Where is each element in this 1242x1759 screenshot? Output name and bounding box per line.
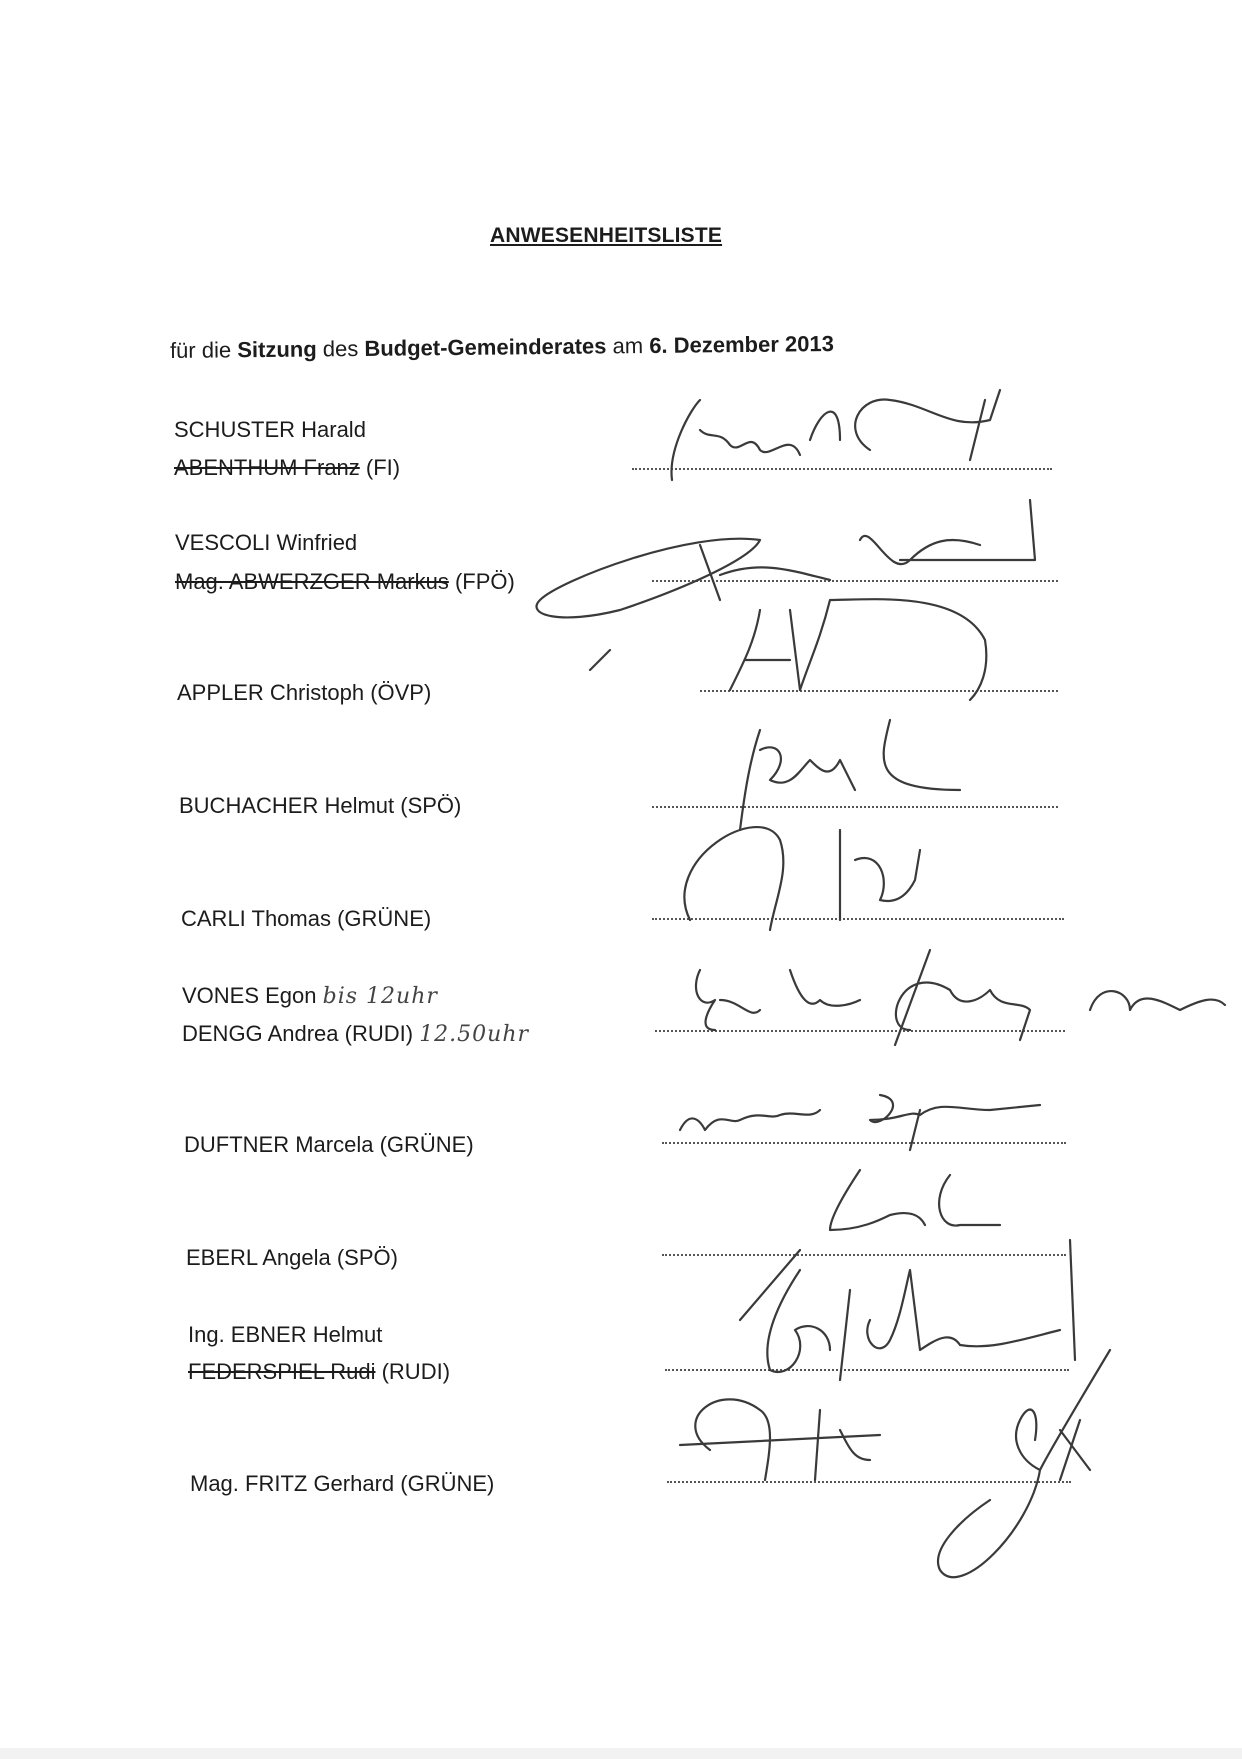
signature-eberl — [740, 1170, 1075, 1360]
member-substitute-line — [174, 449, 400, 487]
handwritten-note: 12.50uhr — [419, 1022, 530, 1047]
scan-edge — [0, 1748, 1242, 1759]
signature-line — [655, 1030, 1065, 1032]
subtitle-date: 6. Dezember 2013 — [649, 331, 835, 358]
party-label: (FI) — [359, 455, 401, 480]
member-name: DUFTNER Marcela (GRÜNE) — [184, 1132, 474, 1157]
signature-vescoli — [537, 500, 1035, 617]
subtitle-part: am — [606, 332, 650, 359]
member-name: Ing. EBNER Helmut — [188, 1322, 383, 1347]
member-name: VONES Egon — [182, 983, 317, 1008]
signature-line — [632, 468, 1052, 470]
signature-appler — [590, 599, 986, 700]
member-name: SCHUSTER Harald — [174, 417, 366, 442]
signature-line — [652, 918, 1064, 920]
struck-name: ABENTHUM Franz — [174, 455, 360, 480]
struck-name: FEDERSPIEL Rudi — [188, 1359, 376, 1384]
subtitle-part: des — [316, 335, 365, 362]
member-name-with-note — [182, 977, 438, 1016]
subtitle-bold: Sitzung — [237, 336, 317, 363]
subtitle-part: für die — [169, 337, 238, 363]
signature-line — [662, 1254, 1066, 1256]
member-substitute-line — [188, 1353, 450, 1391]
document-subtitle — [170, 331, 834, 364]
member-name: BUCHACHER Helmut (SPÖ) — [179, 793, 462, 818]
signature-line — [652, 580, 1058, 582]
member-name: Mag. FRITZ Gerhard (GRÜNE) — [190, 1471, 495, 1496]
signature-schuster — [672, 390, 1000, 480]
document-title: ANWESENHEITSLISTE — [490, 224, 723, 247]
subtitle-bold: Budget-Gemeinderates — [364, 333, 607, 361]
struck-name: Mag. ABWERZGER Markus — [175, 569, 449, 594]
member-name: VESCOLI Winfried — [175, 530, 358, 555]
handwritten-note: bis 12uhr — [322, 984, 438, 1009]
member-name: EBERL Angela (SPÖ) — [186, 1245, 398, 1270]
signature-ebner — [767, 1270, 1060, 1380]
member-name: DENGG Andrea (RUDI) — [182, 1021, 414, 1046]
signature-line — [700, 690, 1058, 692]
signature-carli — [684, 827, 920, 930]
signature-line — [662, 1142, 1066, 1144]
signature-line — [665, 1369, 1069, 1371]
member-name: APPLER Christoph (ÖVP) — [177, 680, 432, 705]
party-label: (FPÖ) — [448, 569, 515, 594]
signature-line — [667, 1481, 1071, 1483]
signature-line — [652, 806, 1058, 808]
member-name: CARLI Thomas (GRÜNE) — [181, 906, 432, 931]
member-substitute-line — [175, 563, 515, 601]
party-label: (RUDI) — [375, 1359, 451, 1384]
signature-buchacher — [740, 720, 960, 830]
member-name-with-note — [182, 1015, 529, 1054]
signature-fritz — [680, 1350, 1110, 1577]
